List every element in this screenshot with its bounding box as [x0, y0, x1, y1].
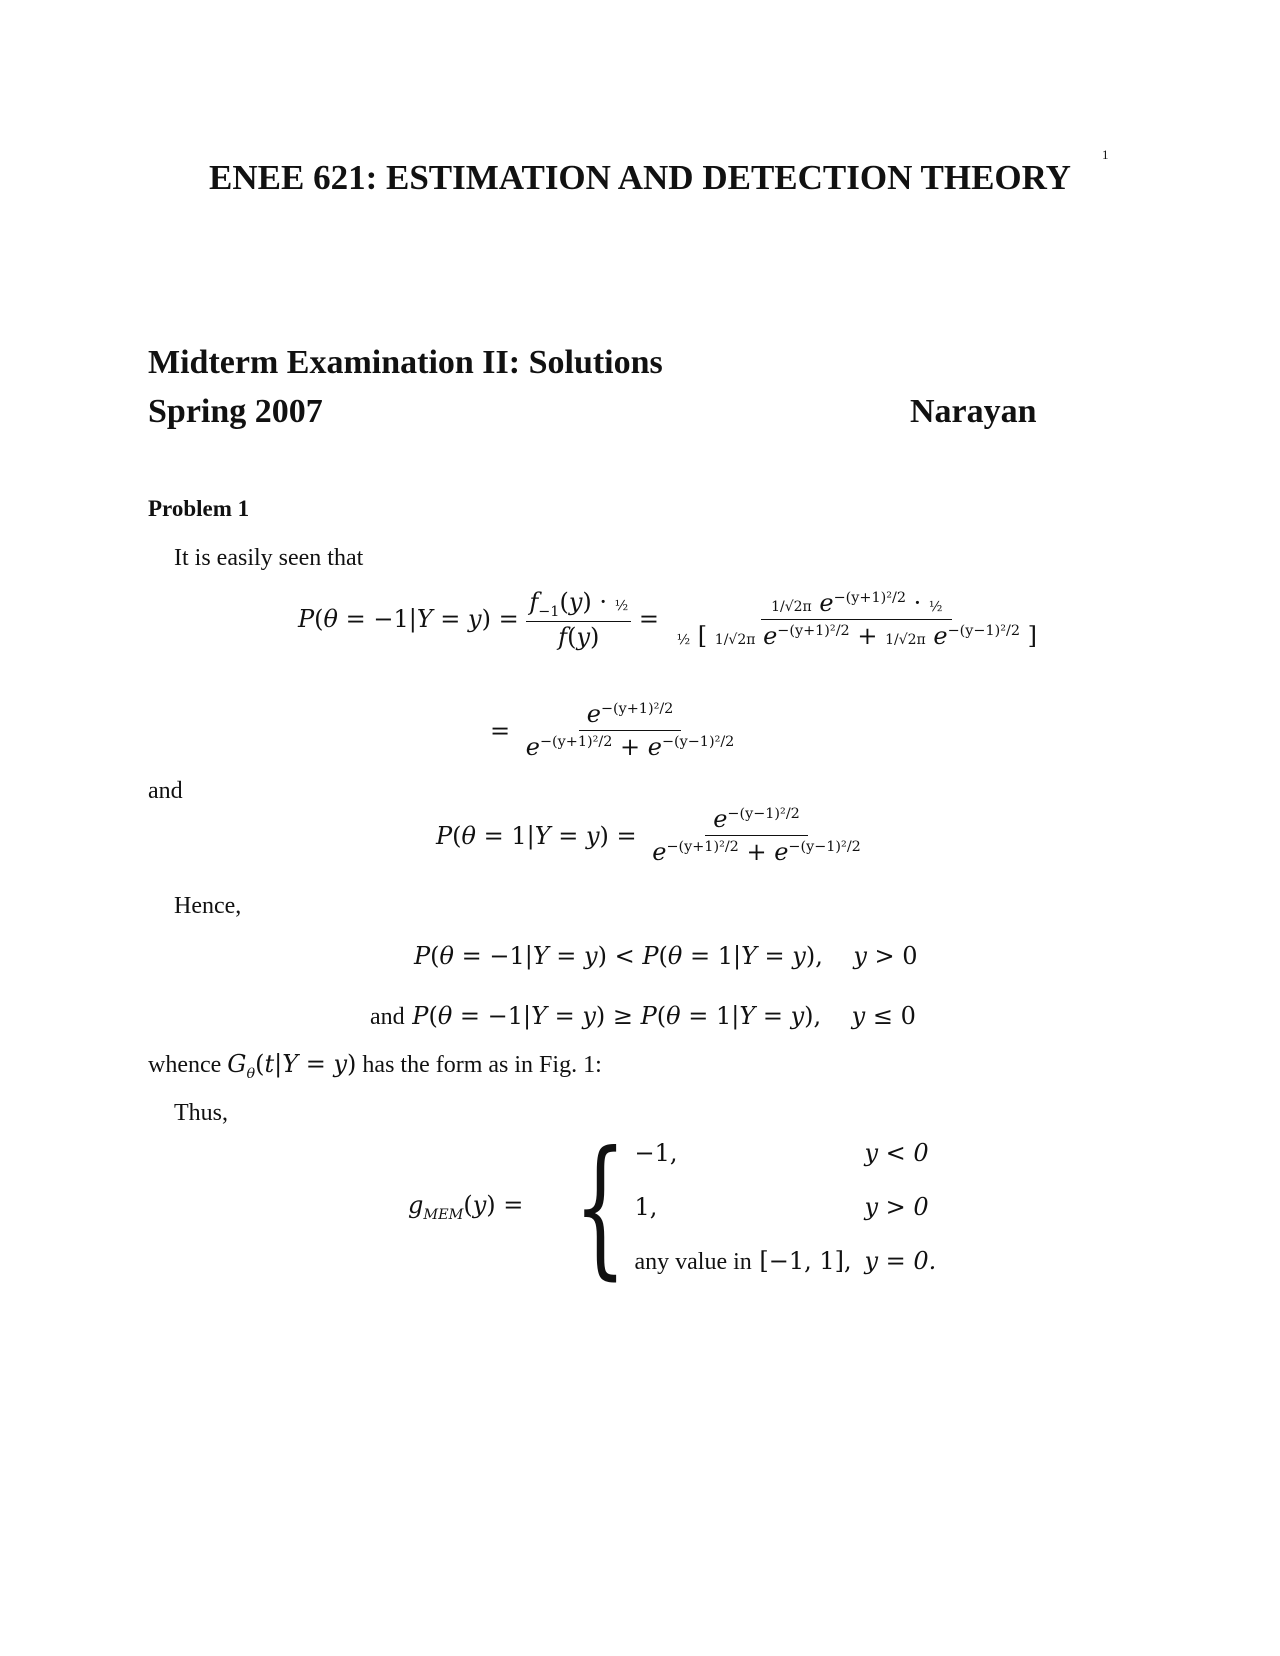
and-text: and	[148, 778, 183, 804]
term: Spring 2007	[148, 393, 323, 430]
equation-posterior-plus: P(θ = 1|Y = y) = $\frac{e^{-(y-1)^2/2}}{e^{-(y+1)^2/2} + e^{-(y-1)^2/2}}$	[436, 805, 861, 866]
whence-line: whence $G_\theta(t|Y = y)$ has the form as in Fig. 1:	[148, 1050, 602, 1082]
intro-text: It is easily seen that	[174, 545, 364, 571]
problem-heading: Problem 1	[148, 496, 250, 521]
case-value: 1,	[634, 1192, 658, 1221]
inequality-positive: P(θ = −1|Y = y) < P(θ = 1|Y = y), y > 0	[414, 942, 918, 970]
case-value: any value in [−1, 1],	[634, 1246, 852, 1275]
hence-text: Hence,	[174, 893, 242, 919]
equation-posterior-minus-simplified: = $\frac{e^{-(y+1)^2/2}}{e^{-(y+1)^2/2} + e^{-(y-1)^2/2}}$	[490, 700, 735, 761]
and-word: and	[370, 1004, 405, 1030]
equation-g-mem: $g_{MEM}(y)$ = { −1, y < 0 1, y > 0 any value in [−1, 1], y = 0.	[408, 1120, 937, 1294]
case-condition: y > 0	[864, 1192, 929, 1221]
author: Narayan	[910, 393, 1037, 430]
cases-table	[634, 1139, 936, 1276]
inequality-nonpositive: and P(θ = −1|Y = y) ≥ P(θ = 1|Y = y), y ≤ 0	[370, 1002, 916, 1030]
case-condition: y < 0	[864, 1138, 929, 1167]
thus-text: Thus,	[174, 1100, 228, 1126]
left-brace-icon: {	[573, 1120, 627, 1294]
page-number: 1	[1102, 147, 1109, 162]
course-title: ENEE 621: ESTIMATION AND DETECTION THEORY	[209, 158, 1071, 197]
case-condition: y = 0.	[864, 1246, 937, 1275]
exam-title: Midterm Examination II: Solutions	[148, 344, 663, 381]
equation-posterior-minus: P(θ = −1|Y = y) = $\frac{f_{-1}(y) \cdot \frac{1}{2}}{f(y)}$ = $\frac{1/√2\pi e^{-(y+1)^2/2} \cdot \frac{1}{2}}{\frac{1}{2} [ 1/√2\pi e^{-(y+1)^2/2} + 1/√2\pi e^{-(y-1)^2/2} ]}$	[298, 588, 1037, 651]
whence-word: whence	[148, 1052, 222, 1078]
case-value: −1,	[634, 1138, 678, 1167]
whence-rest: has the form as in Fig. 1:	[362, 1052, 602, 1078]
